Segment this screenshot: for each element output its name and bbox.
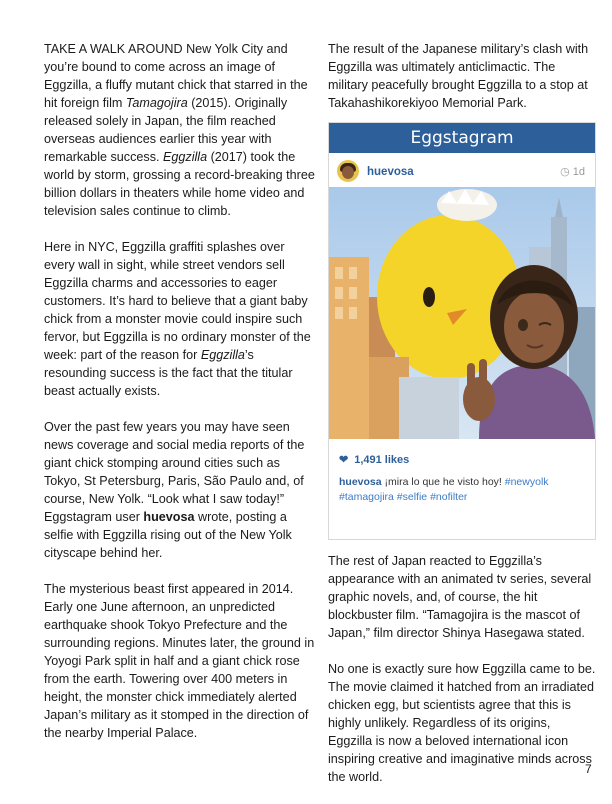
paragraph: [44, 238, 316, 400]
paragraph: [44, 418, 316, 562]
paragraph: The mysterious beast first appeared in 2014. Early one June afternoon, an unpredicted earthquake shook Tokyo Prefecture and the surrounding regions. Minutes later, the ground in Yoyogi Park split in half and a giant chick rose from the earth. Towering over 400 meters in height, the monster chick immediately alerted Japan’s military as it stomped in the direction of the nearby Imperial Palace.: [44, 582, 315, 740]
paragraph: The rest of Japan reacted to Eggzilla’s appearance with an animated tv series, several graphic novels, and, of course, the hit blockbuster film. “Tamagojira is the mascot of Japan,” film director Shinya Hasegawa stated.: [328, 554, 592, 640]
film-title: Eggzilla: [162, 150, 208, 164]
right-column: [328, 40, 596, 804]
film-title: Tamagojira: [125, 96, 188, 110]
left-column: [44, 40, 316, 760]
hashtag[interactable]: #selfie: [396, 491, 428, 503]
caption-text: ¡mira lo que he visto hoy!: [381, 476, 505, 488]
post-time: [560, 163, 585, 181]
heart-icon[interactable]: ❤: [339, 454, 349, 466]
likes-count[interactable]: [339, 451, 409, 469]
film-title: Eggzilla: [200, 348, 245, 362]
hashtag[interactable]: #tamagojira: [339, 491, 394, 503]
hashtag[interactable]: #newyolk: [504, 476, 549, 488]
selfie-photo: [329, 187, 595, 439]
app-header: Eggstagram: [329, 123, 595, 153]
text: (2017) took the world by storm, grossing a record-breaking three billion dollars in theaters while home video and television sales continue to climb.: [44, 150, 315, 218]
text: wrote, posting a selfie with Eggzilla rising out of the New Yolk cityscape behind her.: [44, 510, 292, 560]
paragraph: The result of the Japanese military’s clash with Eggzilla was ultimately anticlimactic. The military peacefully brought Eggzilla to a stop at Takahashikorekiyoo Memorial Park.: [328, 42, 589, 110]
post-user-row: [329, 153, 595, 187]
post-username[interactable]: huevosa: [367, 166, 414, 178]
post-age: 1d: [572, 166, 585, 178]
text: Over the past few years you may have seen news coverage and social media reports of the giant chick stomping around cities such as Tokyo, St Petersburg, Paris, São Paulo and, of course, New Yolk. “Look what I saw today!” Eggstagram user: [44, 420, 305, 524]
page-number: 7: [585, 762, 592, 776]
caption-username[interactable]: huevosa: [339, 476, 382, 488]
username-mention: huevosa: [143, 510, 195, 524]
post-caption: [339, 475, 587, 505]
text: ’s resounding success is the fact that the titular beast actually exists.: [44, 348, 293, 398]
text: TAKE A WALK AROUND New Yolk City and you’re bound to come across an image of Eggzilla, a fluffy mutant chick that starred in the hit foreign film: [44, 42, 308, 110]
hashtag[interactable]: #nofilter: [430, 491, 468, 503]
text: (2015). Originally released solely in Japan, the film reached overseas audiences earlier this year with remarkable success.: [44, 96, 288, 164]
likes-label: 1,491 likes: [354, 454, 410, 466]
eggstagram-post: [328, 122, 596, 540]
avatar[interactable]: [337, 160, 359, 182]
clock-icon: ◷: [560, 166, 570, 178]
paragraph: [44, 40, 316, 220]
text: Here in NYC, Eggzilla graffiti splashes over every wall in sight, while street vendors sell Eggzilla charms and accessories to eager customers. It’s hard to believe that a giant baby chick from a monster movie could inspire such fervor, but Eggzilla is no ordinary monster of the week: part of the reason for: [44, 240, 311, 362]
paragraph: No one is exactly sure how Eggzilla came to be. The movie claimed it hatched from an irradiated chicken egg, but scientists agree that this is highly unlikely. Regardless of its origins, Eggzilla is now a beloved international icon inspiring creative and imaginative minds across the world.: [328, 662, 596, 784]
